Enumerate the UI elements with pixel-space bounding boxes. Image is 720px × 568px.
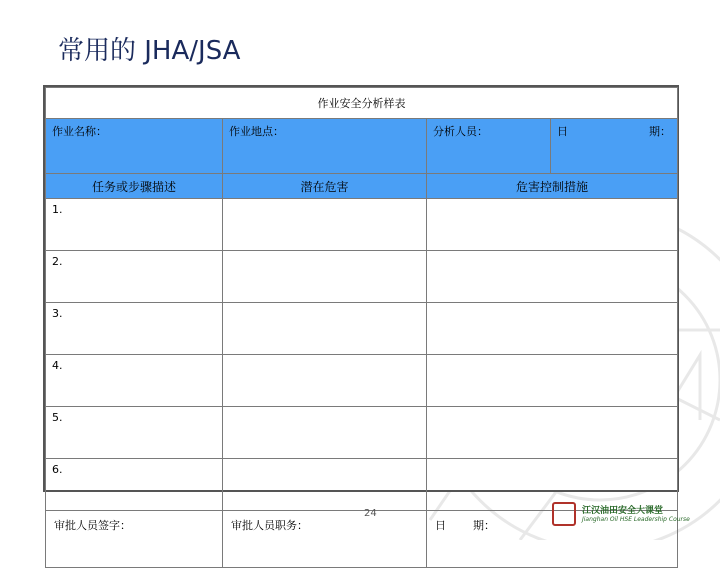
date-label-a: 日 [557,125,568,138]
step-number[interactable]: 2. [46,251,223,303]
step-number[interactable]: 3. [46,303,223,355]
form-title: 作业安全分析样表 [46,88,678,119]
hazard-cell[interactable] [223,459,427,511]
step-number[interactable]: 1. [46,199,223,251]
header-steps: 任务或步骤描述 [46,174,223,199]
table-row [46,303,678,355]
table-row [46,251,678,303]
date-field[interactable] [551,119,678,174]
approver-position-field[interactable]: 审批人员职务： [223,511,427,568]
hazard-cell[interactable] [223,355,427,407]
approval-date-label-b: 期： [473,519,495,532]
task-name-field[interactable]: 作业名称： [46,119,223,174]
control-cell[interactable] [427,303,678,355]
header-controls: 危害控制措施 [427,174,678,199]
table-row [46,199,678,251]
control-cell[interactable] [427,199,678,251]
table-row [46,355,678,407]
date-label-b: 期： [649,125,671,138]
control-cell[interactable] [427,407,678,459]
table-row [46,407,678,459]
step-number[interactable]: 5. [46,407,223,459]
logo-text: 江汉油田安全大课堂 [582,506,664,516]
slide-title: 常用的 JHA/JSA [58,36,241,66]
analyst-field[interactable]: 分析人员： [427,119,551,174]
jsa-table [45,87,678,568]
hazard-cell[interactable] [223,303,427,355]
page-number: 24 [364,508,377,519]
control-cell[interactable] [427,355,678,407]
logo-subtitle: Jianghan Oil HSE Leadership Course [582,516,690,523]
company-logo [552,502,690,528]
control-cell[interactable] [427,251,678,303]
approver-signature-field[interactable]: 审批人员签字： [46,511,223,568]
location-field[interactable]: 作业地点： [223,119,427,174]
approval-date-label-a: 日 [435,519,446,532]
step-number[interactable]: 6. [46,459,223,511]
header-hazards: 潜在危害 [223,174,427,199]
step-number[interactable]: 4. [46,355,223,407]
hazard-cell[interactable] [223,251,427,303]
hazard-cell[interactable] [223,407,427,459]
hazard-cell[interactable] [223,199,427,251]
logo-mark-icon [552,502,576,526]
